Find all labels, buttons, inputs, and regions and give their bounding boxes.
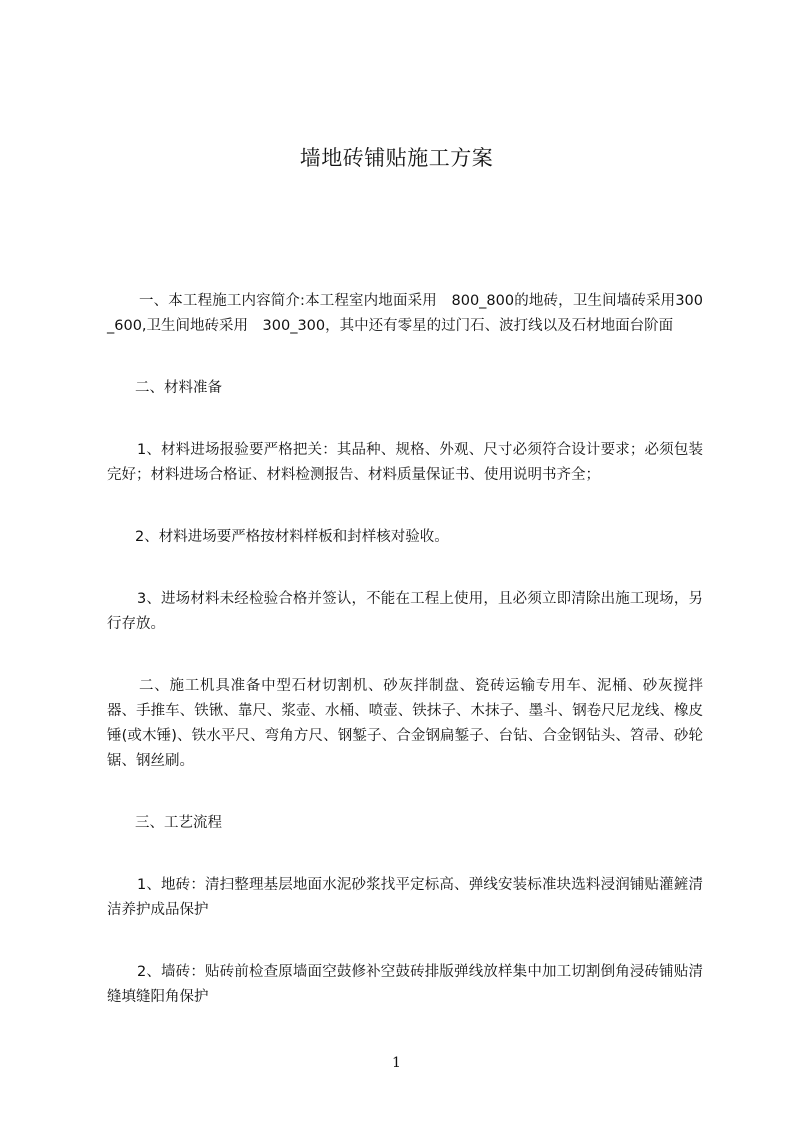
paragraph-project-overview: 一、本工程施工内容简介:本工程室内地面采用 800_800的地砖，卫生间墙砖采用300_600,卫生间地砖采用 300_300，其中还有零星的过门石、波打线以及石材地面台阶面 (107, 293, 703, 334)
paragraph-floor-tile-process: 1、地砖：清扫整理基层地面水泥砂浆找平定标高、弹线安装标准块选料浸润铺贴灌鏟清洁养护成品保护 (107, 877, 703, 918)
paragraph-material-approval: 3、进场材料未经检验合格并签认，不能在工程上使用，且必须立即清除出施工现场，另行存放。 (107, 591, 703, 632)
paragraph-wall-tile-process: 2、墙砖：贴砖前检查原墙面空鼓修补空鼓砖排版弹线放样集中加工切割倒角浸砖铺贴清缝填缝阳角保护 (107, 964, 703, 1005)
paragraph-material-inspection: 1、材料进场报验要严格把关：其品种、规格、外观、尺寸必须符合设计要求；必须包装完好；材料进场合格证、材料检测报告、材料质量保证书、使用说明书齐全； (107, 442, 703, 483)
paragraph-tools-preparation: 二、施工机具准备中型石材切割机、砂灰拌制盘、瓷砖运输专用车、泥桶、砂灰搅拌器、手推车、铁锹、靠尺、浆壶、水桶、喷壶、铁抹子、木抹子、墨斗、钢卷尺尼龙线、橡皮锤(或木锤)、铁水平尺、弯角方尺、钢錾子、合金钢扁錾子、台钻、合金钢钻头、笤帚、砂轮锯、钢丝刷。 (107, 678, 703, 769)
document-title: 墙地砖铺贴施工方案 (299, 146, 494, 170)
paragraph-material-acceptance: 2、材料进场要严格按材料样板和封样核对验收。 (135, 529, 449, 545)
document-body (107, 289, 703, 1010)
heading-process-flow: 三、工艺流程 (135, 815, 222, 831)
heading-material-preparation: 二、材料准备 (135, 380, 222, 396)
page-number: 1 (392, 1055, 401, 1071)
